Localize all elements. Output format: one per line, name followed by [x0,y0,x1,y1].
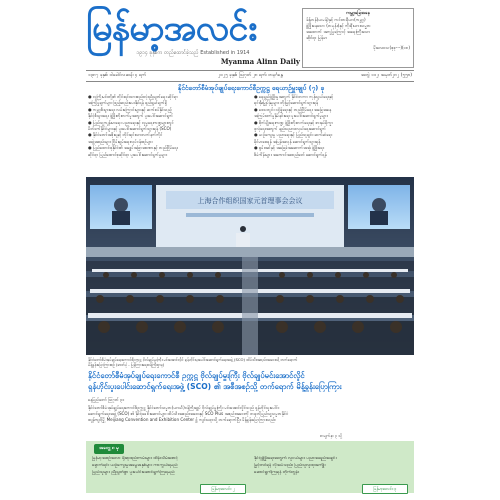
body-line: ဆောင်ရွက်ရေးအဖွဲ့ (SCO) ၏ နိုင်ငံ့ခေါင်းဆောင်များ ထိပ်သီးအစည်းအဝေးနှင့် SCO Plus အစည်းအဝေးကို တရုတ်ပြည်သူ့သမ္မတနိုင်ငံ [88,411,289,417]
masthead-english-title: Myanma Alinn Daily [220,57,300,66]
feature-column-left [92,456,248,476]
article-line: မိတ်ဖက်နိုင်ငံများနှင့် ပူးပေါင်းဆောင်ရွက်သွားရန် (SCO) [88,126,172,132]
conference-photo-illustration [86,177,414,355]
info-box-heading: ကမ္ဘာ့ခြေအနေ [345,11,371,16]
page-link-button[interactable]: မြန်မာ့အလင်း ၂ [200,484,246,494]
info-box-line: ဖွံ့ဖြိုးနေသော (တမုန်း)နှင့် ကိုးရီးယားသမ္မတ [306,23,371,28]
feature-line: ဆောင်ရွက်ကြရန် တိုက်တွန်း [254,469,299,475]
dateline-date: ၂၀၂၅ ခုနှစ်၊ ဩဂုတ် ၂၈ ရက်၊ တနင်္ဂနွေ [218,73,283,78]
feature-tag: အတွေ့ ၈ မှ [94,444,124,454]
masthead-title: မြန်မာ့အလင်း [86,8,257,49]
feature-line: မြှင့်တင်ရန် လိုအပ်သည်။ ပြည်သူလူထုအကျိုး [254,462,326,468]
article-line: ဖူလုံရေးအတွက် နည်းပညာဖလှယ်ရေးဆောင်ရွက် [254,126,327,132]
info-box [302,8,414,68]
feature-column-right [254,456,410,476]
masthead [86,6,300,66]
article-line: ● ယဉ်ကျေးမှု ပညာရေးနှင့် ပြည်သူချင်း ဆက်ဆံရေး [254,132,332,138]
article-line: အကြမ်းဖက်မှုနှိမ်နင်းရေး ပူးပေါင်းဆောင်ရွက်မှုများ [254,113,328,119]
article-line: ဆိုင်ရာ ပြည်ထောင်စုဆိုင်ရာ ပူးပေါင်းဆောင်ရွက်မှုများ [88,151,167,157]
dateline-lunar: ၁၃၈၇ ခုနှစ်၊ ဝါခေါင်လဆန်း ၄ ရက် [88,73,147,78]
article-line: အဖွဲ့အစည်းများ ငြိမ်းချမ်းရေးလုပ်ငန်းစဉ်များ [88,138,153,144]
article-line: အကြံပြုချက်များ ဖြည့်ဆည်းပေးနိုင်ရန် ရည်ရွယ်ချက်ရှိ [88,100,168,106]
main-article-body [88,405,414,424]
info-box-line: ဆိုင်ရာ မြန်မာ [306,35,328,40]
dateline-volume: အတွဲ ၁၁၂၊ အမှတ်၂၈၂ (၅၅၈) [360,73,412,78]
caption-line: မိန့်ခွန်းပြောကြားစဉ် (ဓာတ်ပုံ - ပြန်ကြားရေးဝန်ကြီးဌာန) [88,362,165,368]
photo-caption [88,357,414,368]
conference-photo [86,177,414,355]
article-line: ● ဒေသတွင်း လုံခြုံရေးနှင့် တည်ငြိမ်ရေး အခြေအနေ [254,106,332,112]
byline: နေပြည်တော် ဩဂုတ် ၃၁ [88,397,125,402]
article-line: ● နိုင်ငံတော်အစိုးရနှင့် တိုင်းရင်းသားလက်နက်ကိုင် [88,132,163,138]
article-column-right [254,94,414,174]
feature-line: မြန်မာ့အစဉ်အလာ ရိုးရာစည်းကမ်းများ ထိန်းသိမ်းစောင့် [92,456,178,461]
feature-line: နိုင်ငံ့ဖွံ့ဖြိုးရေးအတွက် လူငယ်များ ပညာအရည်အချင်း [254,456,337,461]
article-line: ● ရေရှည်ဖွံ့ဖြိုးမှုအတွက် နိုင်ငံတကာ ကုန်သွယ်ရေးနှင့် [254,94,334,99]
body-line: ထျန်ကျင်မြို့ Meijiang Convention and Exhibition Center ၌ ကျင်းပရာသို့ တက်ရောက်ပြီး မိန့်ခွန်းပြောကြားသည်။ [88,417,276,423]
article-line: ● လူကြီးမင်းတို့၏ တိုင်းရင်းသားစည်းလုံးညီညွတ်ရေး ဆိုင်ရာ [88,94,178,99]
feature-line: ရှောက်ရင်း ယဉ်ကျေးမှုအမွေအနှစ်များ ကာကွယ်ရမည် [92,462,178,468]
article-line: ခိုင်မာစေရန် အပြန်အလှန် ဆောင်ရွက်သွားရန် [254,138,321,144]
article-line: စီမံကိန်းများ အကောင်အထည်ဖော် ဆောင်ရွက်ရန် [254,151,327,157]
article-line: ရင်းနှီးမြှုပ်နှံမှုများ တိုးမြှင့်ဆောင်ရွက်သွားရန် [254,100,319,106]
page-link-button[interactable]: မြန်မာ့အလင်း ၃ [362,484,408,494]
dateline [86,70,414,82]
info-box-line: အထောက် အကူပြုကြောင့် အရေးကြီးသော [306,29,371,34]
article-line: ● စွမ်းအင်နှင့် အခြေခံအဆောက်အအုံ ဖွံ့ဖြိုးရေး [254,145,324,151]
masthead-subtitle: ၁၉၁၄ ခုနှစ်က တည်ထောင်ခဲ့သည် Established in 1914 [136,50,250,56]
article-line: ● ကမ္ဘာ့စီးပွားရေး လမ်းကြောင်းများနှင့် ဆက်စပ်နိုင်သည့် [88,106,172,112]
article-heading: နိုင်ငံတော်စီမံအုပ်ချုပ်ရေးကောင်စီဥက္ကဋ္ဌ ရေယာဉ်မှူးချုပ် (၇) ခု [177,84,325,92]
article-line: နိုင်ငံ့စီးပွားရေး ဖွံ့ဖြိုးတိုးတက်မှုအတွက် ပူးပေါင်းဆောင်ရွက် [88,113,174,119]
article-line: ● စိုက်ပျိုးရေးကဏ္ဍ ဖွံ့ဖြိုးတိုးတက်ရေးနှင့် စားနပ်ရိက္ခာ [254,119,334,125]
info-box-footer: မိုးလေဝသ(စုစု---)(၁၈) [373,45,410,50]
caption-line: နိုင်ငံတော်စီမံအုပ်ချုပ်ရေးကောင်စီဥက္ကဋ္ဌ ဗိုလ်ချုပ်မှူးကြီး မင်းအောင်လှိုင် ရှန်ဟိုင်းပူးပေါင်းဆောင်ရွက်ရေးအဖွဲ့ (SCO) ထိပ်သီးအစည်းအဝေးသို့ တက်ရောက် [88,357,298,362]
feature-line: ပြည်သူများ ညီညွတ်စွာ ပူးပေါင်းဆောင်ရွက်ကြရမည် [92,469,175,475]
headline-line: ရှန်ဟိုင်းပူးပေါင်းဆောင်ရွက်ရေးအဖွဲ့ (SCO) ၏ အစီအစဉ်သို့ တက်ရောက် မိန့်ခွန်းပြောကြား [88,382,342,391]
body-line: နိုင်ငံတော်စီမံအုပ်ချုပ်ရေးကောင်စီဥက္ကဋ္ဌ နိုင်ငံတော်သမ္မတ(ယာယီ)ဝန်ကြီးချုပ် ဗိုလ်ချုပ်မှူးကြီး မင်းအောင်လှိုင်သည် ရှန်ဟိုင်းပူးပေါင်း [88,405,279,410]
backdrop-banner-text: 上海合作组织国家元首理事会会议 [197,197,303,205]
article-line: ● ပြည်ထောင်စုနိုင်ငံ၏ အချုပ်အခြာအာဏာနှင့် တည်ငြိမ်ရေး [88,145,178,151]
article-column-left [88,94,248,174]
article-line: ● ပြည်သူ့ကျန်းမာရေး ပညာရေးနှင့် လူမှုရေးကဏ္ဍများတွင် [88,119,174,125]
continued-note: စာမျက်နှာ ၃ သို့ [320,433,342,438]
main-headline [88,370,414,392]
headline-line: နိုင်ငံတော်စီမံအုပ်ချုပ်ရေးကောင်စီ ဥက္ကဋ္ဌ ဗိုလ်ချုပ်မှူးကြီး ဗိုလ်ချုပ်မင်းအောင်လှိုင် [88,371,305,380]
info-box-line: ခ်န့်ဘန်(ယမန်)နှင့် ကင်းဘရီယာ(ကမ္ဘာ့) [306,17,366,22]
